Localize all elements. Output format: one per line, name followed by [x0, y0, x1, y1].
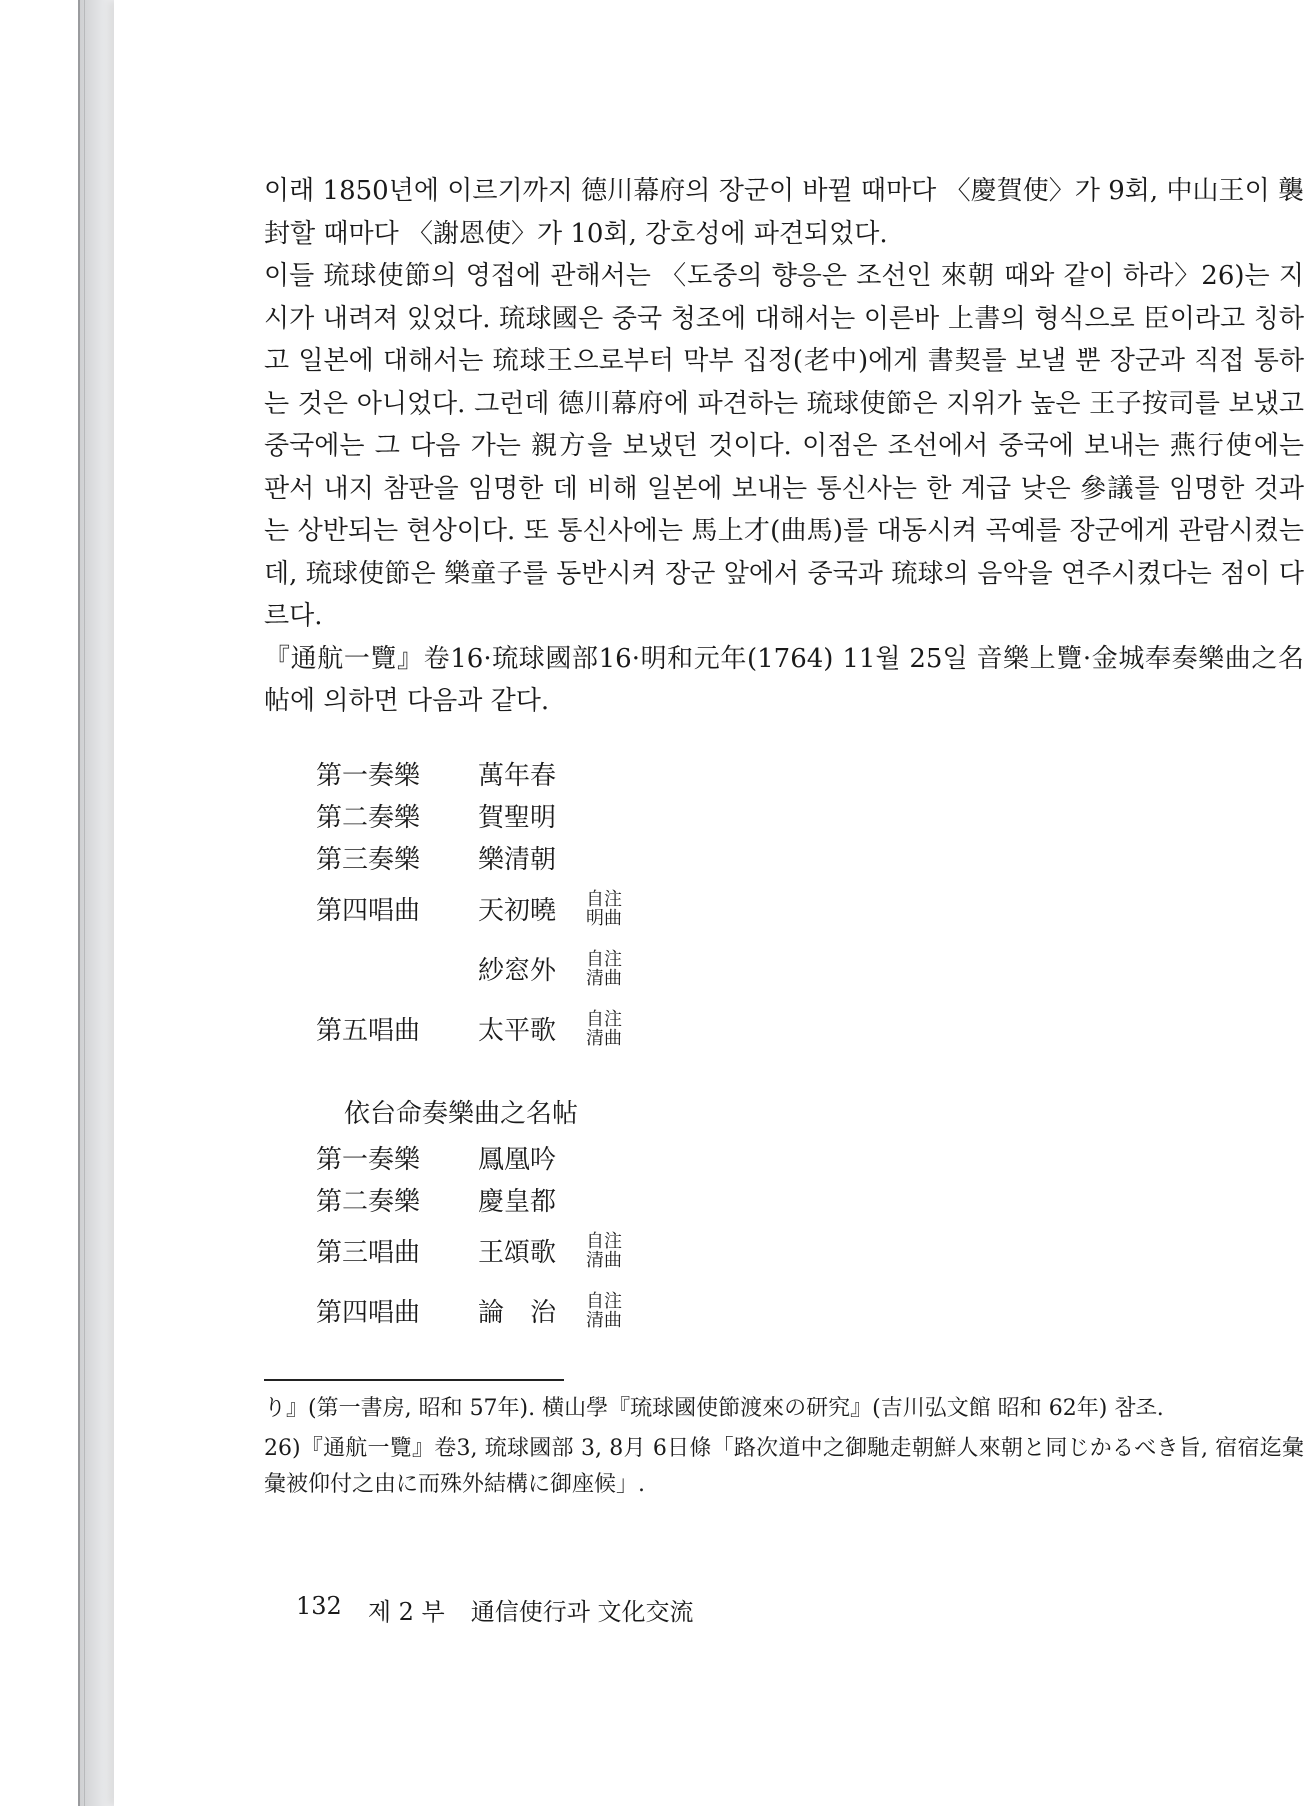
body-paragraph-1: 이래 1850년에 이르기까지 德川幕府의 장군이 바뀔 때마다 〈慶賀使〉가 9회, 中山王이 襲封할 때마다 〈謝恩使〉가 10회, 강호성에 파견되었다.	[264, 176, 1304, 249]
music-label: 第四唱曲	[316, 1298, 421, 1328]
music-note: 自注 明曲	[586, 888, 622, 929]
music-note: 自注 清曲	[586, 948, 622, 989]
music-row	[316, 999, 1304, 1059]
music-label: 第三奏樂	[316, 845, 421, 875]
music-row	[316, 1137, 1304, 1179]
music-label: 第五唱曲	[316, 1016, 421, 1046]
footnote-continued: り』(第一書房, 昭和 57年). 横山學『琉球國使節渡來の研究』(吉川弘文館 昭和 62年) 참조.	[264, 1395, 1164, 1421]
music-title: 紗窓外	[478, 956, 557, 986]
book-page	[114, 0, 1311, 1806]
music-list-2	[316, 1137, 1304, 1341]
music-title: 太平歌	[478, 1016, 557, 1046]
music-title: 慶皇都	[478, 1187, 557, 1217]
page-content	[264, 170, 1304, 1503]
music-label: 第二奏樂	[316, 1187, 421, 1217]
music-row	[316, 837, 1304, 879]
footnote-26: 26)『通航一覽』卷3, 琉球國部 3, 8月 6日條「路次道中之御馳走朝鮮人來朝と同じかるべき旨, 宿宿迄彙彙被仰付之由に而殊外結構に御座候」.	[264, 1435, 1304, 1497]
music-title: 論 治	[478, 1298, 557, 1328]
music-title: 樂清朝	[478, 845, 557, 875]
music-subheading: 依台命奏樂曲之名帖	[344, 1098, 579, 1129]
music-row	[316, 753, 1304, 795]
music-row	[316, 1221, 1304, 1281]
body-paragraph-3: 『通航一覽』卷16·琉球國部16·明和元年(1764) 11월 25일 音樂上覽·金城奉奏樂曲之名帖에 의하면 다음과 같다.	[264, 643, 1304, 716]
body-paragraph-2: 이들 琉球使節의 영접에 관해서는 〈도중의 향응은 조선인 來朝 때와 같이 하라〉26)는 지시가 내려져 있었다. 琉球國은 중국 청조에 대해서는 이른바 上書의 형식으로 臣이라고 칭하고 일본에 대해서는 琉球王으로부터 막부 집정(老中)에게 書契를 보낼 뿐 장군과 직접 통하는 것은 아니었다. 그런데 德川幕府에 파견하는 琉球使節은 지위가 높은 王子按司를 보냈고 중국에는 그 다음 가는 親方을 보냈던 것이다. 이점은 조선에서 중국에 보내는 燕行使에는 판서 내지 참판을 임명한 데 비해 일본에 보내는 통신사는 한 계급 낮은 參議를 임명한 것과는 상반되는 현상이다. 또 통신사에는 馬上才(曲馬)를 대동시켜 곡예를 장군에게 관람시켰는데, 琉球使節은 樂童子를 동반시켜 장군 앞에서 중국과 琉球의 음악을 연주시켰다는 점이 다르다.	[264, 261, 1304, 631]
part-title: 通信使行과 文化交流	[470, 1598, 694, 1626]
footnote-divider	[264, 1379, 564, 1381]
music-row	[316, 939, 1304, 999]
music-row	[316, 1281, 1304, 1341]
music-label: 第一奏樂	[316, 1145, 421, 1175]
page-footer	[296, 1592, 694, 1627]
music-label: 第三唱曲	[316, 1238, 421, 1268]
music-list-1	[316, 753, 1304, 1059]
music-title: 萬年春	[478, 761, 557, 791]
page-number: 132	[296, 1592, 342, 1620]
music-label: 第一奏樂	[316, 761, 421, 791]
music-row	[316, 879, 1304, 939]
music-title: 王頌歌	[478, 1238, 557, 1268]
music-row	[316, 1179, 1304, 1221]
music-label: 第四唱曲	[316, 896, 421, 926]
music-label: 第二奏樂	[316, 803, 421, 833]
music-note: 自注 清曲	[586, 1230, 622, 1271]
music-title: 天初曉	[478, 896, 557, 926]
page-edge-line	[84, 0, 85, 1806]
part-number: 제 2 부	[367, 1598, 445, 1626]
music-row	[316, 795, 1304, 837]
music-note: 自注 清曲	[586, 1008, 622, 1049]
music-note: 自注 清曲	[586, 1290, 622, 1331]
music-title: 賀聖明	[478, 803, 557, 833]
music-title: 鳳凰吟	[478, 1145, 557, 1175]
